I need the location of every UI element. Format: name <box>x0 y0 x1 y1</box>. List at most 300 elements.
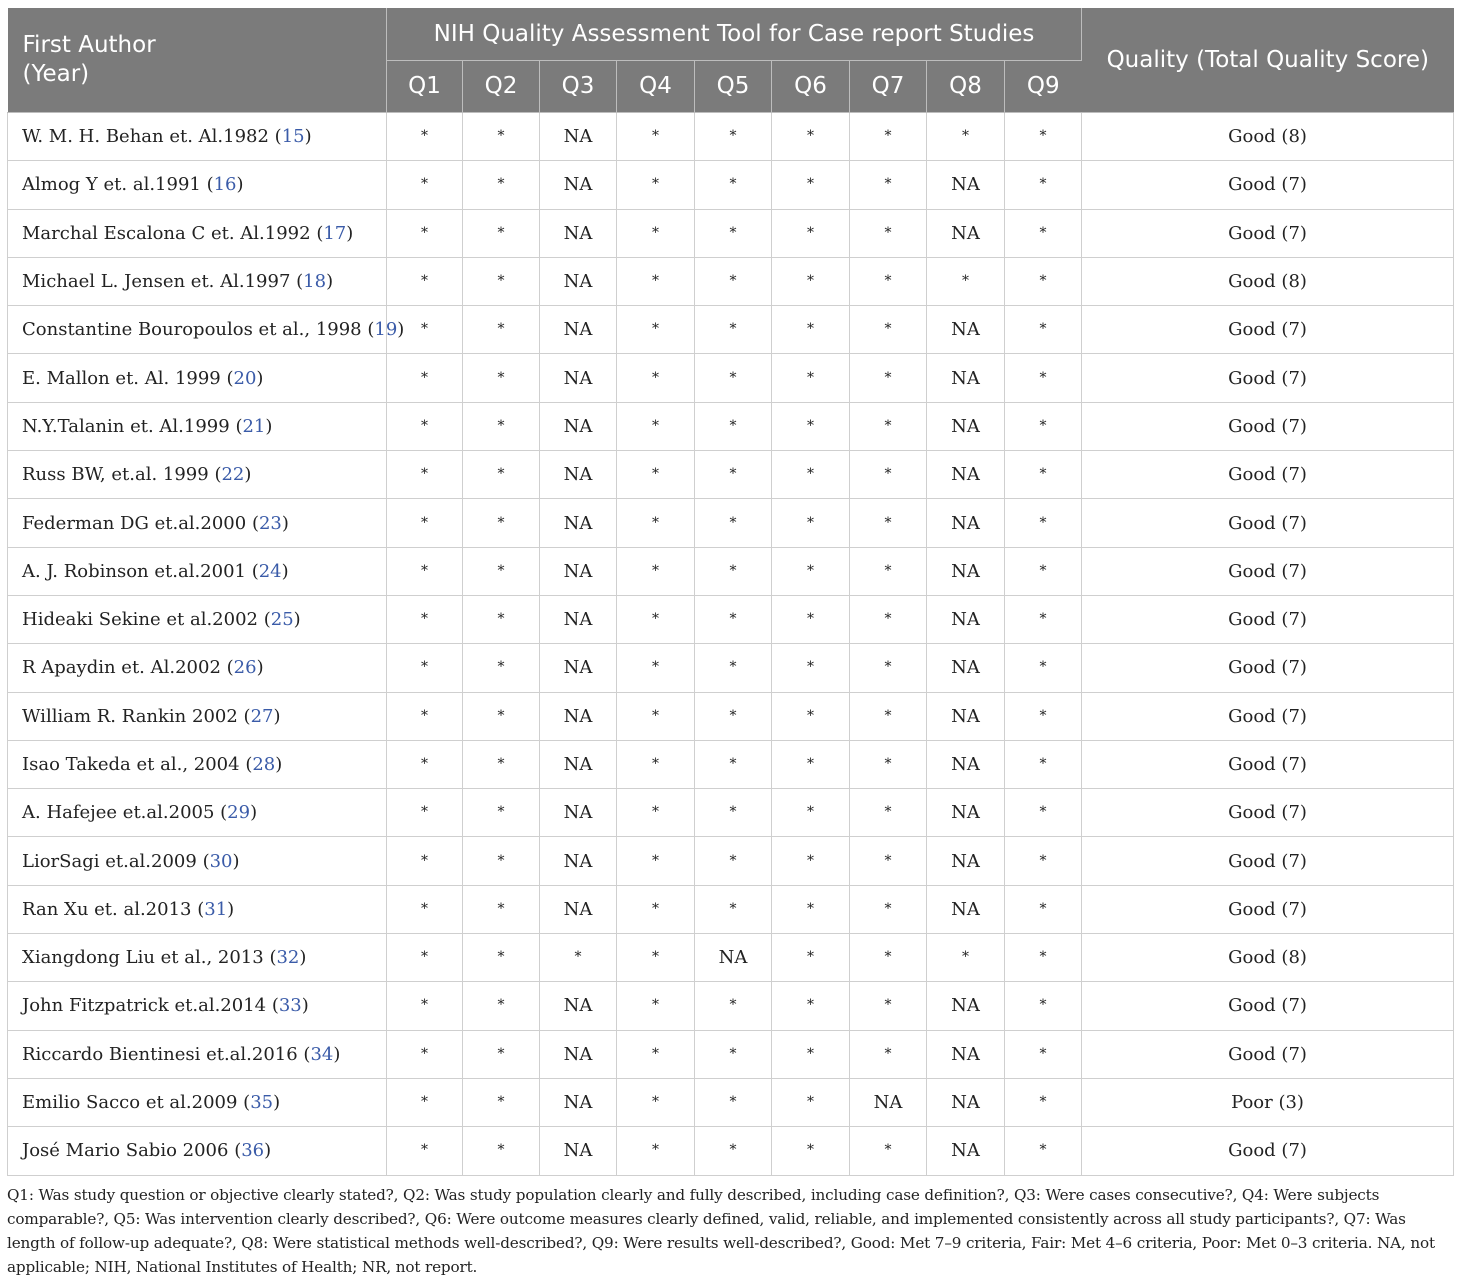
author-name: Almog Y et. al.1991 <box>22 174 201 196</box>
q2-cell <box>463 547 540 595</box>
criteria-met-mark: * <box>1039 804 1047 821</box>
q9-cell <box>1005 209 1082 257</box>
q1-cell <box>387 1078 463 1126</box>
q3-cell <box>540 113 617 161</box>
q7-cell <box>850 451 927 499</box>
q1-cell <box>387 402 463 450</box>
quality-score-cell: Good (7) <box>1082 161 1454 209</box>
reference-link[interactable]: 24 <box>258 560 282 582</box>
tool-header: NIH Quality Assessment Tool for Case report Studies <box>387 8 1082 61</box>
author-cell: Emilio Sacco et al.2009 (35) <box>8 1078 387 1126</box>
q4-cell <box>617 257 695 305</box>
criteria-met-mark: * <box>421 659 428 676</box>
criteria-met-mark: * <box>884 804 892 821</box>
criteria-met-mark: * <box>729 1045 737 1062</box>
criteria-met-mark: * <box>807 1142 814 1159</box>
author-cell: Ran Xu et. al.2013 (31) <box>8 885 387 933</box>
criteria-met-mark: * <box>1039 756 1047 772</box>
not-applicable-mark: NA <box>951 174 980 196</box>
author-cell: Constantine Bouropoulos et al., 1998 (19) <box>8 306 387 354</box>
table-row <box>8 837 1454 885</box>
criteria-met-mark: * <box>497 1142 505 1159</box>
q8-cell <box>927 595 1005 643</box>
reference-link[interactable]: 22 <box>221 464 245 486</box>
q1-cell <box>387 257 463 305</box>
criteria-met-mark: * <box>652 852 659 869</box>
author-cell: Almog Y et. al.1991 (16) <box>8 161 387 209</box>
quality-score-cell: Good (7) <box>1082 1030 1454 1078</box>
criteria-met-mark: * <box>652 514 659 531</box>
author-name: John Fitzpatrick et.al.2014 <box>22 995 267 1017</box>
criteria-met-mark: * <box>497 176 505 193</box>
q6-cell <box>772 499 850 547</box>
q5-cell <box>695 161 772 209</box>
q5-cell <box>695 595 772 643</box>
not-applicable-mark: NA <box>951 512 980 534</box>
q3-cell <box>540 1030 617 1078</box>
q1-cell <box>387 934 463 982</box>
table-row <box>8 595 1454 643</box>
criteria-met-mark: * <box>497 562 505 579</box>
q2-cell <box>463 1030 540 1078</box>
not-applicable-mark: NA <box>951 609 980 631</box>
criteria-met-mark: * <box>884 707 892 724</box>
reference-link[interactable]: 17 <box>323 222 347 244</box>
q3-cell <box>540 644 617 692</box>
criteria-met-mark: * <box>884 659 892 676</box>
author-year-header <box>8 8 387 113</box>
author-name: José Mario Sabio 2006 <box>22 1140 229 1162</box>
table-row <box>8 257 1454 305</box>
reference-link[interactable]: 34 <box>310 1043 334 1065</box>
reference-link[interactable]: 29 <box>227 802 251 824</box>
criteria-met-mark: * <box>421 949 428 966</box>
q2-cell <box>463 161 540 209</box>
criteria-met-mark: * <box>421 562 428 579</box>
q6-cell <box>772 934 850 982</box>
criteria-met-mark: * <box>1039 1094 1047 1111</box>
quality-score-cell: Good (7) <box>1082 789 1454 837</box>
not-applicable-mark: NA <box>951 995 980 1017</box>
criteria-met-mark: * <box>652 949 659 966</box>
criteria-met-mark: * <box>807 128 814 145</box>
not-applicable-mark: NA <box>563 222 593 244</box>
criteria-met-mark: * <box>729 997 737 1014</box>
table-row <box>8 209 1454 257</box>
criteria-met-mark: * <box>1039 176 1047 193</box>
q6-cell <box>772 789 850 837</box>
q3-cell <box>540 837 617 885</box>
criteria-met-mark: * <box>421 804 428 821</box>
criteria-met-mark: * <box>884 466 892 483</box>
q9-cell <box>1005 113 1082 161</box>
not-applicable-mark: NA <box>563 415 593 437</box>
reference-link[interactable]: 31 <box>204 898 228 920</box>
q2-cell <box>463 934 540 982</box>
table-row <box>8 740 1454 788</box>
q8-cell <box>927 547 1005 595</box>
not-applicable-mark: NA <box>563 319 593 341</box>
q2-cell <box>463 644 540 692</box>
q4-cell <box>617 402 695 450</box>
q7-cell <box>850 692 927 740</box>
reference-link[interactable]: 28 <box>252 754 276 775</box>
criteria-met-mark: * <box>497 949 505 966</box>
criteria-met-mark: * <box>1039 611 1047 628</box>
q3-cell <box>540 934 617 982</box>
q3-cell <box>540 402 617 450</box>
q4-cell <box>617 547 695 595</box>
author-name: Federman DG et.al.2000 <box>22 512 247 534</box>
author-name: Hideaki Sekine et al.2002 <box>22 609 258 631</box>
quality-score-cell: Good (8) <box>1082 113 1454 161</box>
criteria-met-mark: * <box>421 900 428 917</box>
not-applicable-mark: NA <box>951 802 980 824</box>
criteria-met-mark: * <box>884 900 892 917</box>
q4-cell <box>617 740 695 788</box>
author-name: R Apaydin et. Al.2002 <box>22 657 221 679</box>
criteria-met-mark: * <box>807 321 814 338</box>
reference-link[interactable]: 36 <box>241 1140 265 1162</box>
table-row <box>8 306 1454 354</box>
q6-cell <box>772 1127 850 1175</box>
criteria-met-mark: * <box>497 369 505 386</box>
q8-cell <box>927 837 1005 885</box>
criteria-met-mark: * <box>421 514 428 531</box>
criteria-met-mark: * <box>1039 466 1047 483</box>
criteria-met-mark: * <box>884 176 892 193</box>
not-applicable-mark: NA <box>563 850 593 872</box>
q9-cell <box>1005 595 1082 643</box>
reference-link[interactable]: 32 <box>276 947 300 969</box>
criteria-met-mark: * <box>884 756 892 772</box>
criteria-met-mark: * <box>652 1142 659 1159</box>
criteria-met-mark: * <box>574 949 582 966</box>
table-row <box>8 547 1454 595</box>
author-name: LiorSagi et.al.2009 <box>22 850 197 872</box>
q7-cell <box>850 306 927 354</box>
q8-cell <box>927 209 1005 257</box>
reference-link[interactable]: 25 <box>270 609 294 631</box>
table-row <box>8 885 1454 933</box>
criteria-met-mark: * <box>1039 997 1047 1014</box>
q1-cell <box>387 885 463 933</box>
not-applicable-mark: NA <box>563 1043 593 1065</box>
q8-cell <box>927 740 1005 788</box>
quality-table-container <box>7 8 1453 1176</box>
q5-cell <box>695 740 772 788</box>
q1-cell <box>387 789 463 837</box>
criteria-met-mark: * <box>884 417 892 434</box>
criteria-met-mark: * <box>421 997 428 1014</box>
q8-cell <box>927 306 1005 354</box>
criteria-met-mark: * <box>807 273 814 290</box>
not-applicable-mark: NA <box>951 850 980 872</box>
q5-cell <box>695 934 772 982</box>
criteria-met-mark: * <box>807 417 814 434</box>
q7-cell <box>850 499 927 547</box>
q7-cell <box>850 982 927 1030</box>
quality-score-cell: Good (7) <box>1082 209 1454 257</box>
q4-cell <box>617 306 695 354</box>
not-applicable-mark: NA <box>951 222 980 244</box>
criteria-met-mark: * <box>884 273 892 290</box>
q6-cell <box>772 306 850 354</box>
table-row <box>8 644 1454 692</box>
q7-cell <box>850 354 927 402</box>
q8-cell <box>927 1078 1005 1126</box>
criteria-met-mark: * <box>1039 562 1047 579</box>
criteria-met-mark: * <box>729 707 737 724</box>
q3-cell <box>540 257 617 305</box>
q2-cell <box>463 257 540 305</box>
author-name: Emilio Sacco et al.2009 <box>22 1092 238 1114</box>
quality-score-cell: Good (7) <box>1082 547 1454 595</box>
q7-cell <box>850 595 927 643</box>
criteria-met-mark: * <box>807 659 814 676</box>
criteria-met-mark: * <box>497 321 505 338</box>
criteria-met-mark: * <box>421 224 428 241</box>
q4-cell <box>617 451 695 499</box>
author-name: William R. Rankin 2002 <box>22 705 238 727</box>
table-row <box>8 113 1454 161</box>
q7-cell <box>850 1030 927 1078</box>
q4-cell <box>617 113 695 161</box>
q1-cell <box>387 547 463 595</box>
q9-cell <box>1005 306 1082 354</box>
not-applicable-mark: NA <box>563 560 593 582</box>
criteria-met-mark: * <box>884 852 892 869</box>
reference-link[interactable]: 33 <box>278 995 302 1017</box>
quality-score-cell: Good (7) <box>1082 402 1454 450</box>
criteria-met-mark: * <box>1039 417 1047 434</box>
q1-cell <box>387 499 463 547</box>
not-applicable-mark: NA <box>563 609 593 631</box>
q1-cell <box>387 595 463 643</box>
q8-cell <box>927 982 1005 1030</box>
q7-cell <box>850 1078 927 1126</box>
author-cell: LiorSagi et.al.2009 (30) <box>8 837 387 885</box>
criteria-met-mark: * <box>962 949 969 966</box>
quality-assessment-table <box>7 8 1454 1176</box>
q3-cell <box>540 740 617 788</box>
q6-cell <box>772 740 850 788</box>
criteria-met-mark: * <box>421 466 428 483</box>
q9-cell <box>1005 451 1082 499</box>
q6-cell <box>772 402 850 450</box>
criteria-met-mark: * <box>1039 659 1047 676</box>
reference-link[interactable]: 16 <box>213 174 237 196</box>
criteria-met-mark: * <box>1039 1045 1047 1062</box>
criteria-met-mark: * <box>497 659 505 676</box>
q9-cell <box>1005 885 1082 933</box>
criteria-met-mark: * <box>884 611 892 628</box>
quality-score-cell: Good (7) <box>1082 837 1454 885</box>
criteria-met-mark: * <box>497 1045 505 1062</box>
q7-cell <box>850 402 927 450</box>
q9-cell <box>1005 1127 1082 1175</box>
criteria-met-mark: * <box>729 128 737 145</box>
author-cell: Riccardo Bientinesi et.al.2016 (34) <box>8 1030 387 1078</box>
q1-cell <box>387 740 463 788</box>
criteria-met-mark: * <box>421 417 428 434</box>
not-applicable-mark: NA <box>951 705 980 727</box>
q6-cell <box>772 113 850 161</box>
q8-cell <box>927 451 1005 499</box>
q5-cell <box>695 789 772 837</box>
author-cell: Russ BW, et.al. 1999 (22) <box>8 451 387 499</box>
table-row <box>8 1127 1454 1175</box>
q9-cell <box>1005 257 1082 305</box>
not-applicable-mark: NA <box>563 271 593 293</box>
q1-cell <box>387 644 463 692</box>
q5-cell <box>695 209 772 257</box>
criteria-met-mark: * <box>421 176 428 193</box>
not-applicable-mark: NA <box>563 1092 593 1114</box>
q2-cell <box>463 789 540 837</box>
q2-cell <box>463 209 540 257</box>
reference-link[interactable]: 30 <box>209 850 233 872</box>
criteria-met-mark: * <box>807 369 814 386</box>
q8-cell <box>927 113 1005 161</box>
author-cell: Federman DG et.al.2000 (23) <box>8 499 387 547</box>
criteria-met-mark: * <box>729 321 737 338</box>
not-applicable-mark: NA <box>563 512 593 534</box>
quality-score-cell: Good (7) <box>1082 740 1454 788</box>
table-row <box>8 354 1454 402</box>
criteria-met-mark: * <box>421 1045 428 1062</box>
criteria-met-mark: * <box>729 562 737 579</box>
q6-cell <box>772 161 850 209</box>
q5-cell <box>695 354 772 402</box>
author-cell: Michael L. Jensen et. Al.1997 (18) <box>8 257 387 305</box>
q6-cell <box>772 982 850 1030</box>
not-applicable-mark: NA <box>563 174 593 196</box>
q4-cell <box>617 789 695 837</box>
q1-cell <box>387 692 463 740</box>
author-name: Constantine Bouropoulos et al., 1998 <box>22 319 362 341</box>
q4-cell <box>617 1078 695 1126</box>
criteria-met-mark: * <box>652 1094 659 1111</box>
not-applicable-mark: NA <box>951 367 980 389</box>
quality-score-cell: Good (7) <box>1082 692 1454 740</box>
author-cell: W. M. H. Behan et. Al.1982 (15) <box>8 113 387 161</box>
q3-cell <box>540 499 617 547</box>
q7-cell <box>850 161 927 209</box>
criteria-met-mark: * <box>729 756 737 772</box>
criteria-met-mark: * <box>1039 852 1047 869</box>
criteria-met-mark: * <box>497 514 505 531</box>
criteria-met-mark: * <box>807 1045 814 1062</box>
criteria-met-mark: * <box>421 273 428 290</box>
q3-cell <box>540 692 617 740</box>
criteria-met-mark: * <box>421 321 428 338</box>
criteria-met-mark: * <box>497 611 505 628</box>
reference-link[interactable]: 27 <box>250 705 274 727</box>
criteria-met-mark: * <box>729 417 737 434</box>
reference-link[interactable]: 35 <box>250 1092 274 1114</box>
criteria-met-mark: * <box>729 1094 737 1111</box>
reference-link[interactable]: 26 <box>233 657 257 679</box>
table-footnote: Q1: Was study question or objective clearly stated?, Q2: Was study population clearly and fully described, including case definition?, Q3: Were cases consecutive?, Q4: Were subjects comparable?, Q5: Was intervention clearly described?, Q6: Were outcome measures clearly defined, valid, reliable, and implemented consistently across all study participants?, Q7: Was length of follow-up adequate?, Q8: Were statistical methods well-described?, Q9: Were results well-described?, Good: Met 7–9 criteria, Fair: Met 4–6 criteria, Poor: Met 0–3 criteria. NA, not applicable; NIH, National Institutes of Health; NR, not report. <box>7 1186 1435 1276</box>
quality-score-cell: Good (8) <box>1082 934 1454 982</box>
criteria-met-mark: * <box>807 707 814 724</box>
q2-cell <box>463 451 540 499</box>
author-name: A. J. Robinson et.al.2001 <box>22 560 246 582</box>
reference-link[interactable]: 23 <box>258 512 282 534</box>
q3-cell <box>540 161 617 209</box>
quality-score-cell: Poor (3) <box>1082 1078 1454 1126</box>
reference-link[interactable]: 18 <box>303 271 327 293</box>
criteria-met-mark: * <box>1039 900 1047 917</box>
q6-cell <box>772 885 850 933</box>
criteria-met-mark: * <box>497 804 505 821</box>
table-row <box>8 1078 1454 1126</box>
not-applicable-mark: NA <box>873 1092 903 1114</box>
criteria-met-mark: * <box>421 1094 428 1111</box>
q2-cell <box>463 1078 540 1126</box>
author-cell: Xiangdong Liu et al., 2013 (32) <box>8 934 387 982</box>
q5-cell <box>695 837 772 885</box>
criteria-met-mark: * <box>652 273 659 290</box>
q8-cell <box>927 354 1005 402</box>
q9-cell <box>1005 740 1082 788</box>
criteria-met-mark: * <box>1039 321 1047 338</box>
quality-score-cell: Good (7) <box>1082 354 1454 402</box>
criteria-met-mark: * <box>421 128 428 145</box>
criteria-met-mark: * <box>652 176 659 193</box>
q3-cell <box>540 982 617 1030</box>
q7-cell <box>850 1127 927 1175</box>
criteria-met-mark: * <box>652 707 659 724</box>
reference-link[interactable]: 15 <box>281 126 305 148</box>
criteria-met-mark: * <box>729 273 737 290</box>
criteria-met-mark: * <box>421 852 428 869</box>
not-applicable-mark: NA <box>563 464 593 486</box>
criteria-met-mark: * <box>884 997 892 1014</box>
criteria-met-mark: * <box>652 369 659 386</box>
criteria-met-mark: * <box>1039 707 1047 724</box>
author-cell: A. Hafejee et.al.2005 (29) <box>8 789 387 837</box>
criteria-met-mark: * <box>652 128 659 145</box>
criteria-met-mark: * <box>884 949 892 966</box>
table-row <box>8 499 1454 547</box>
q2-cell <box>463 1127 540 1175</box>
question-header-8: Q8 <box>927 61 1005 113</box>
author-cell: R Apaydin et. Al.2002 (26) <box>8 644 387 692</box>
quality-score-cell: Good (8) <box>1082 257 1454 305</box>
q4-cell <box>617 354 695 402</box>
q4-cell <box>617 1127 695 1175</box>
criteria-met-mark: * <box>807 611 814 628</box>
quality-score-cell: Good (7) <box>1082 595 1454 643</box>
reference-link[interactable]: 19 <box>374 319 398 341</box>
reference-link[interactable]: 21 <box>242 415 266 437</box>
reference-link[interactable]: 20 <box>233 367 257 389</box>
not-applicable-mark: NA <box>563 657 593 679</box>
author-name: W. M. H. Behan et. Al.1982 <box>22 126 269 148</box>
criteria-met-mark: * <box>884 514 892 531</box>
q7-cell <box>850 113 927 161</box>
q1-cell <box>387 837 463 885</box>
criteria-met-mark: * <box>652 321 659 338</box>
q8-cell <box>927 499 1005 547</box>
question-header-5: Q5 <box>695 61 772 113</box>
not-applicable-mark: NA <box>951 657 980 679</box>
table-row <box>8 451 1454 499</box>
q6-cell <box>772 644 850 692</box>
q7-cell <box>850 547 927 595</box>
